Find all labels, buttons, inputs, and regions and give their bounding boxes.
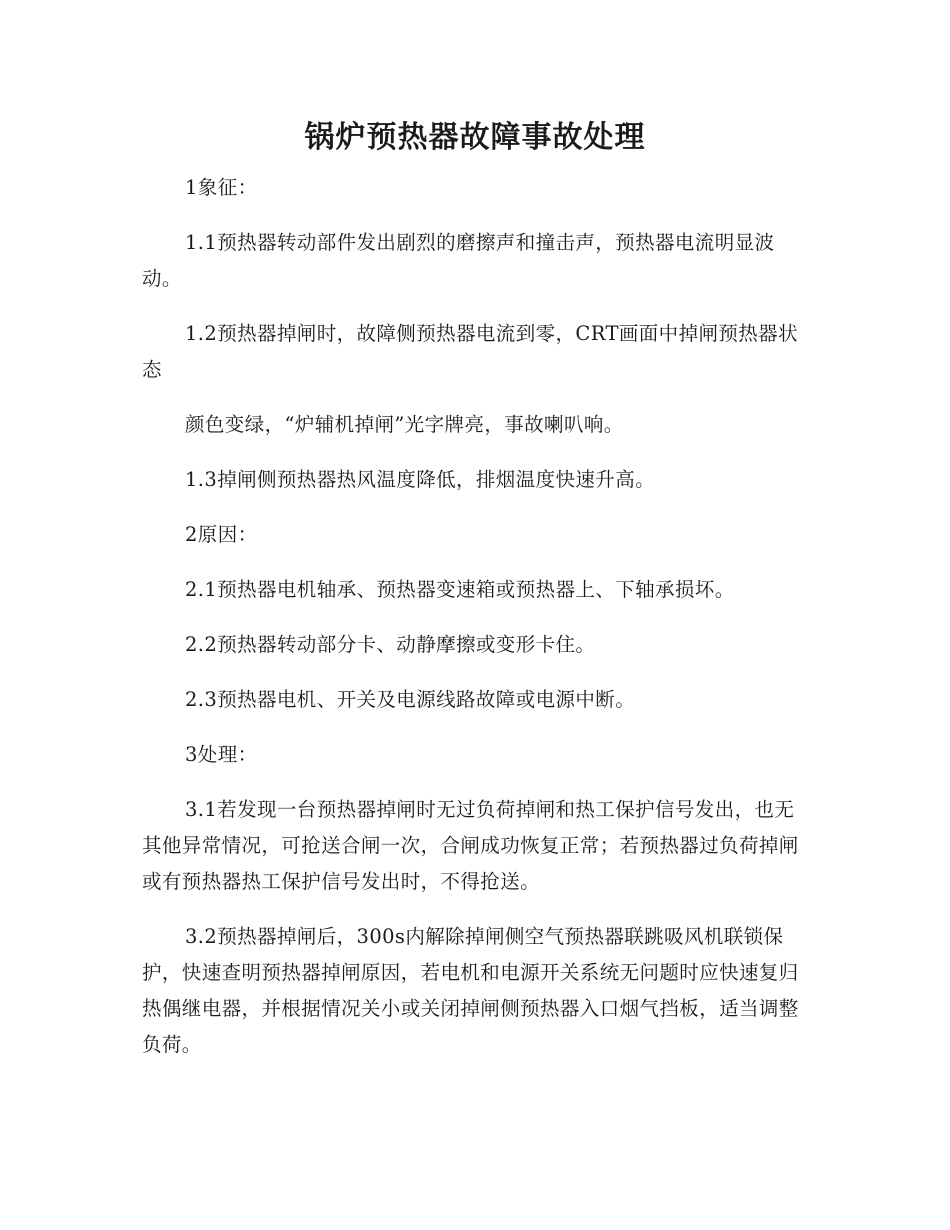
paragraph-1-3: 1.3掉闸侧预热器热风温度降低，排烟温度快速升高。	[185, 468, 656, 491]
section-heading-symptoms: 1象征：	[185, 176, 258, 199]
document-title: 锅炉预热器故障事故处理	[304, 120, 646, 155]
paragraph-2-1: 2.1预热器电机轴承、预热器变速箱或预热器上、下轴承损坏。	[185, 578, 735, 601]
paragraph-2-2: 2.2预热器转动部分卡、动静摩擦或变形卡住。	[185, 633, 596, 656]
document-body	[142, 170, 810, 1082]
paragraph-3-2: 3.2预热器掉闸后，300s内解除掉闸侧空气预热器联跳吸风机联锁保护，快速查明预热器掉闸原因，若电机和电源开关系统无问题时应快速复归热偶继电器，并根据情况关小或关闭掉闸侧预热器入口烟气挡板，适当调整负荷。	[142, 925, 799, 1056]
section-heading-handling: 3处理：	[185, 743, 258, 766]
paragraph-1-1: 1.1预热器转动部件发出剧烈的磨擦声和撞击声，预热器电流明显波动。	[142, 231, 775, 290]
paragraph-1-2: 1.2预热器掉闸时，故障侧预热器电流到零，CRT画面中掉闸预热器状态	[142, 322, 798, 381]
paragraph-3-1: 3.1若发现一台预热器掉闸时无过负荷掉闸和热工保护信号发出，也无其他异常情况，可抢送合闸一次，合闸成功恢复正常；若预热器过负荷掉闸或有预热器热工保护信号发出时，不得抢送。	[142, 798, 799, 893]
section-heading-causes: 2原因：	[185, 523, 258, 546]
paragraph-2-3: 2.3预热器电机、开关及电源线路故障或电源中断。	[185, 688, 636, 711]
paragraph-1-2-continued: 颜色变绿，“炉辅机掉闸”光字牌亮，事故喇叭响。	[185, 413, 624, 436]
